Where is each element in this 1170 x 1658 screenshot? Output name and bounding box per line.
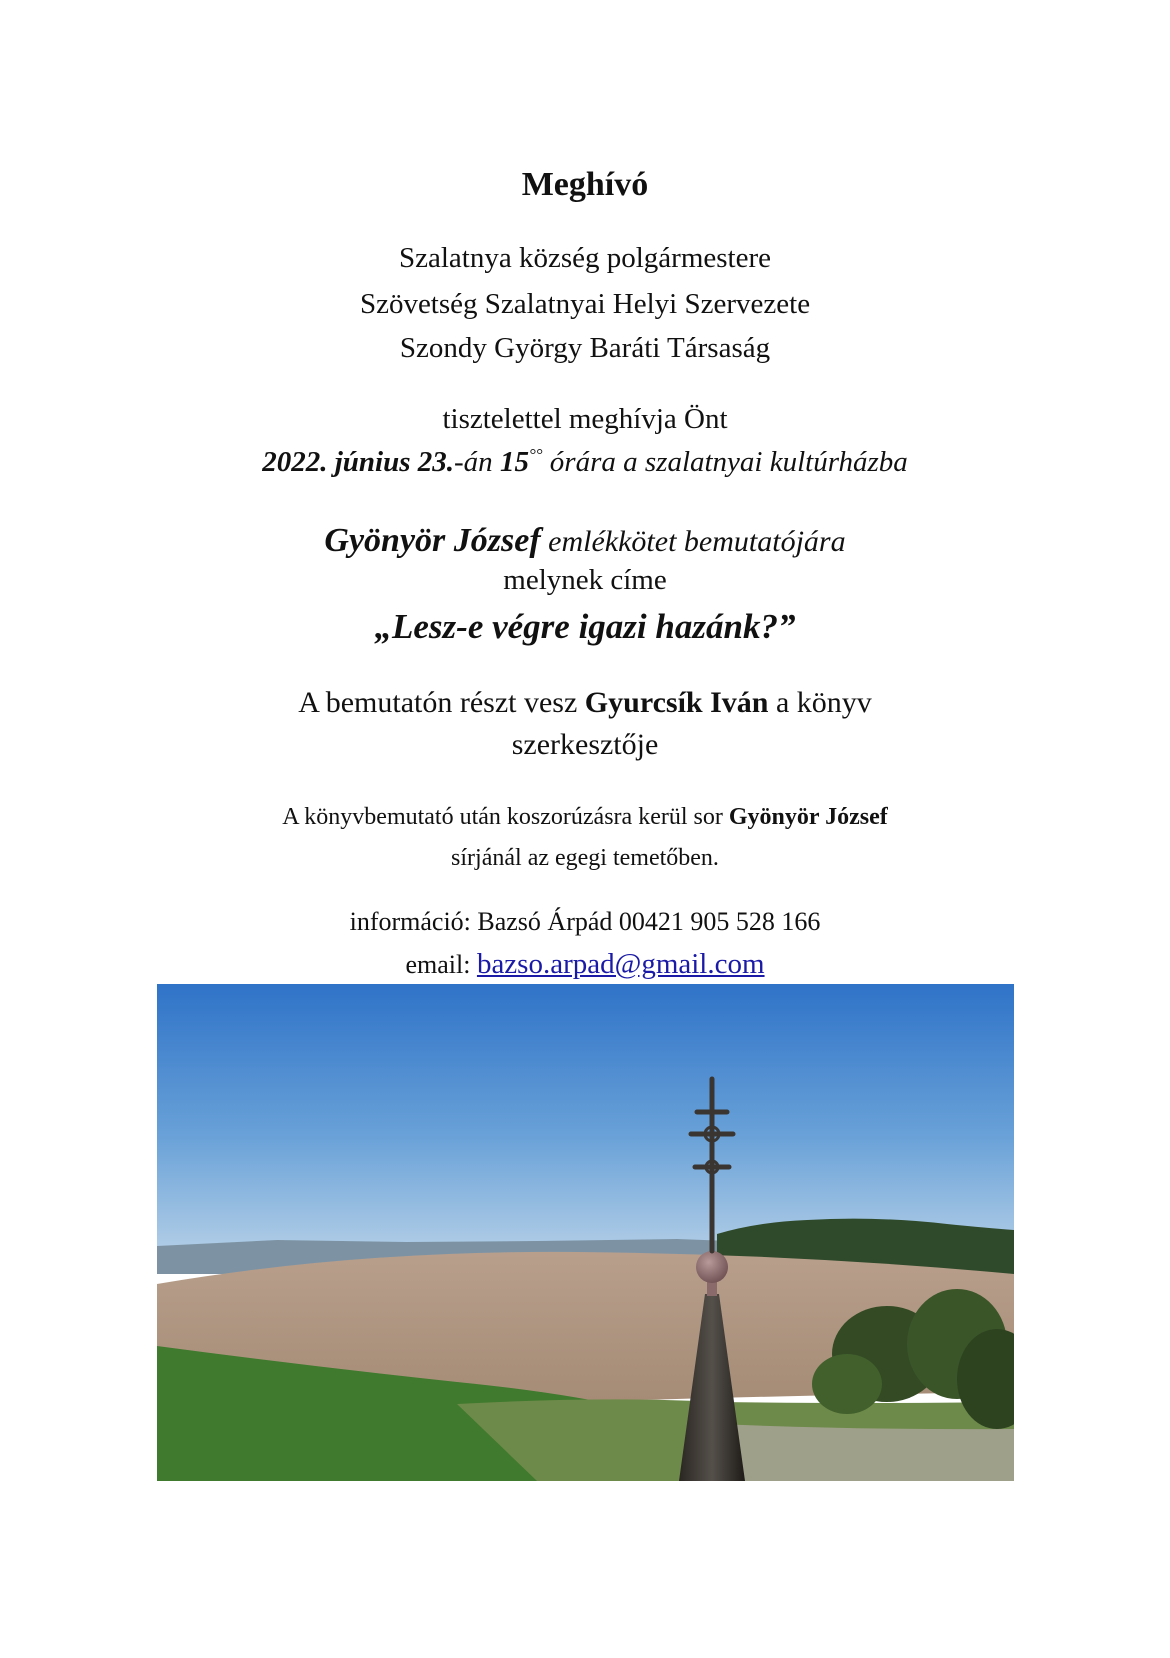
book-title-label: melynek címe (503, 564, 667, 596)
book-author-line (0, 524, 1170, 558)
invitation-heading: Meghívó (521, 166, 649, 203)
email-label: email: (405, 950, 477, 979)
event-date-line (0, 446, 1170, 477)
wreath-location: sírjánál az egegi temetőben. (451, 845, 719, 871)
organizer-society: Szondy György Baráti Társaság (399, 332, 771, 364)
wreath-name: Gyönyör József (728, 804, 888, 830)
organizer-mayor: Szalatnya község polgármestere (398, 242, 771, 274)
contact-email-line (0, 950, 1170, 979)
book-author-suffix: emlékkötet bemutatójára (540, 525, 846, 558)
participant-name: Gyurcsík Iván (584, 686, 769, 719)
book-author: Gyönyör József (324, 522, 541, 559)
wreath-line (0, 805, 1170, 829)
landscape-photo (157, 984, 1014, 1481)
participant-line (0, 688, 1170, 718)
email-link[interactable]: bazso.arpad@gmail.com (476, 948, 765, 980)
wreath-prefix: A könyvbemutató után koszorúzásra kerül sor (282, 804, 729, 830)
participant-prefix: A bemutatón részt vesz (298, 686, 585, 719)
spire-ball (696, 1251, 728, 1283)
participant-role: szerkesztője (511, 728, 659, 761)
event-place: órára a szalatnyai kultúrházba (542, 446, 908, 478)
book-title: „Lesz-e végre igazi hazánk?” (374, 607, 796, 646)
organizer-association: Szövetség Szalatnyai Helyi Szervezete (359, 288, 811, 320)
event-date: 2022. június 23. (262, 446, 455, 478)
event-date-suffix: -án (454, 446, 500, 478)
event-hour: 15 (499, 446, 529, 478)
event-minutes: °° (528, 445, 543, 464)
contact-info: információ: Bazsó Árpád 00421 905 528 166 (349, 907, 821, 936)
invite-text: tisztelettel meghívja Önt (442, 403, 728, 435)
participant-suffix: a könyv (768, 686, 872, 719)
